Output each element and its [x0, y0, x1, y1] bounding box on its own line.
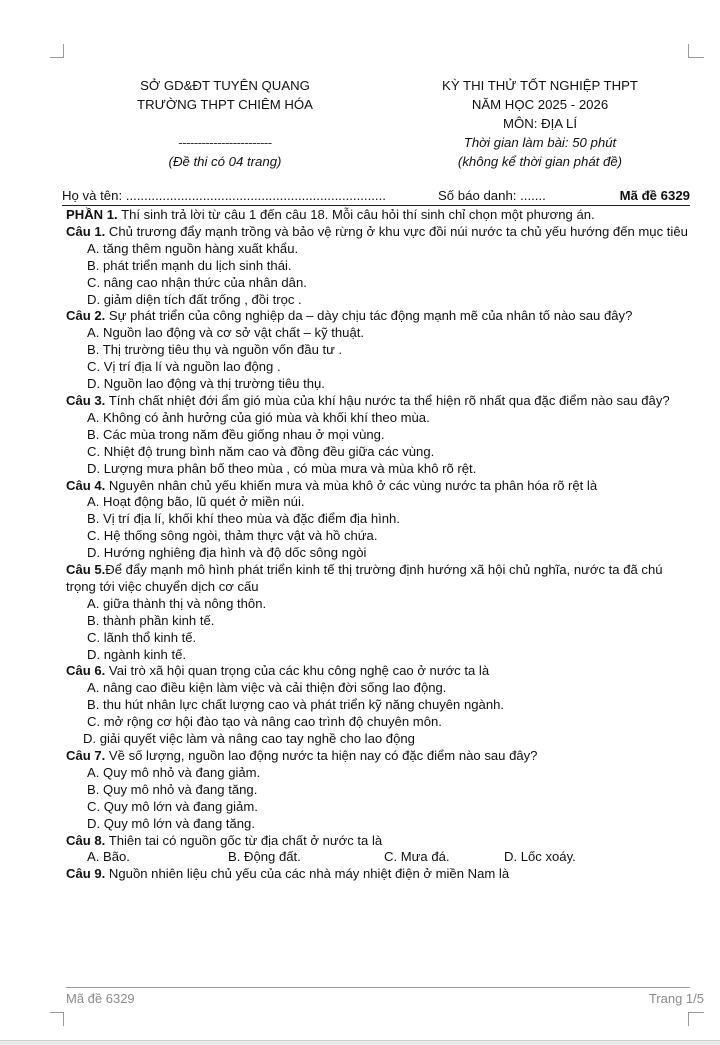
question-7	[66, 748, 690, 833]
header-right	[395, 76, 685, 171]
option-c: C. Hệ thống sông ngòi, thảm thực vật và hồ chứa.	[87, 528, 378, 544]
option-b: B. Thị trường tiêu thụ và nguồn vốn đầu tư .	[87, 342, 343, 358]
question-text: Vai trò xã hội quan trọng của các khu công nghệ cao ở nước ta là	[105, 663, 490, 679]
option-a: A. giữa thành thị và nông thôn.	[87, 595, 267, 611]
question-text: Về số lượng, nguồn lao động nước ta hiện nay có đặc điểm nào sau đây?	[105, 748, 538, 763]
question-9	[66, 866, 690, 883]
question-text: Để đẩy mạnh mô hình phát triển kinh tế thị trường định hướng xã hội chủ nghĩa, nước ta đã chú trọng tới việc chuyển dịch cơ cấu	[66, 562, 663, 594]
option-d: D. giải quyết việc làm và nâng cao tay nghề cho lao động	[83, 731, 415, 747]
option-a: A. Bão.	[87, 849, 130, 865]
question-number: Câu 4.	[66, 477, 106, 493]
question-number: Câu 8.	[66, 832, 106, 848]
option-b: B. phát triển mạnh du lịch sinh thái.	[87, 257, 292, 273]
department-name: SỞ GD&ĐT TUYÊN QUANG	[140, 78, 310, 93]
option-d: D. Quy mô lớn và đang tăng.	[87, 815, 255, 831]
footer-exam-code: Mã đề 6329	[66, 991, 135, 1006]
crop-mark-top-right	[688, 44, 704, 58]
option-b: B. thu hút nhân lực chất lượng cao và phát triển kỹ năng chuyên ngành.	[87, 697, 505, 713]
exam-body	[66, 207, 690, 883]
option-a: A. nâng cao điều kiện làm việc và cải thiện đời sống lao động.	[87, 680, 447, 696]
question-number: Câu 7.	[66, 748, 106, 763]
pages-note: (Đề thi có 04 trang)	[168, 154, 282, 169]
option-a: A. Quy mô nhỏ và đang giảm.	[87, 764, 261, 780]
part-label: PHẦN 1.	[66, 207, 118, 222]
option-a: A. Nguồn lao động và cơ sở vật chất – kỹ thuật.	[87, 325, 365, 341]
question-text: Nguyên nhân chủ yếu khiến mưa và mùa khô ở các vùng nước ta phân hóa rõ rệt là	[105, 477, 598, 493]
option-d: D. Lượng mưa phân bố theo mùa , có mùa mưa và mùa khô rõ rệt.	[87, 460, 477, 476]
question-number: Câu 1.	[66, 223, 106, 239]
option-c: C. Quy mô lớn và đang giảm.	[87, 798, 258, 814]
header-divider: ------------------------	[178, 135, 272, 150]
question-number: Câu 3.	[66, 392, 106, 408]
subject: MÔN: ĐỊA LÍ	[502, 116, 577, 131]
option-c: C. Vị trí địa lí và nguồn lao động .	[87, 359, 281, 375]
crop-mark-bottom-left	[50, 1012, 64, 1026]
school-year: NĂM HỌC 2025 - 2026	[471, 97, 609, 112]
question-6	[66, 663, 690, 748]
part-instruction	[66, 207, 690, 224]
crop-mark-top-left	[50, 44, 64, 58]
student-id-label: Số báo danh: .......	[438, 188, 546, 203]
question-2	[66, 308, 690, 393]
option-b: B. Động đất.	[228, 849, 301, 865]
question-text: Sự phát triển của công nghiệp da – dày chịu tác động mạnh mẽ của nhân tố nào sau đây?	[105, 308, 633, 324]
option-b: B. thành phần kinh tế.	[87, 612, 215, 628]
part-text: Thí sinh trả lời từ câu 1 đến câu 18. Mỗi câu hỏi thí sinh chỉ chọn một phương án.	[117, 207, 595, 222]
question-text: Thiên tai có nguồn gốc từ địa chất ở nước ta là	[105, 832, 383, 848]
options-row	[66, 849, 690, 866]
option-b: B. Vị trí địa lí, khối khí theo mùa và đặc điểm địa hình.	[87, 511, 400, 527]
page-bottom-edge	[0, 1040, 720, 1045]
question-3	[66, 393, 690, 478]
duration: Thời gian làm bài: 50 phút	[463, 135, 617, 150]
question-8	[66, 833, 690, 867]
footer-page-number: Trang 1/5	[648, 991, 704, 1006]
exam-title: KỲ THI THỬ TỐT NGHIỆP THPT	[442, 78, 638, 93]
header-left	[100, 76, 350, 171]
option-d: D. Lốc xoáy.	[504, 849, 576, 865]
crop-mark-bottom-right	[688, 1012, 704, 1026]
question-text: Nguồn nhiên liệu chủ yếu của các nhà máy nhiệt điện ở miền Nam là	[105, 866, 510, 882]
footer-rule	[66, 987, 690, 988]
student-name-label: Họ và tên: .......................................................................	[62, 188, 386, 203]
option-c: C. Nhiệt độ trung bình năm cao và đồng đều giữa các vùng.	[87, 443, 435, 459]
option-c: C. Mưa đá.	[384, 849, 450, 865]
option-d: D. giảm diện tích đất trống , đồi trọc .	[87, 291, 302, 307]
option-c: C. lãnh thổ kinh tế.	[87, 629, 197, 645]
option-c: C. nâng cao nhận thức của nhân dân.	[87, 274, 307, 290]
question-4	[66, 478, 690, 563]
school-name: TRƯỜNG THPT CHIÊM HÓA	[137, 97, 313, 112]
question-number: Câu 2.	[66, 308, 106, 324]
question-number: Câu 9.	[66, 866, 106, 882]
option-d: D. Hướng nghiêng địa hình và độ dốc sông ngòi	[87, 545, 367, 561]
question-text: Chủ trương đẩy mạnh trồng và bảo vệ rừng ở khu vực đồi núi nước ta chủ yếu hướng đến mục tiêu	[105, 223, 688, 239]
option-b: B. Các mùa trong năm đều giống nhau ở mọi vùng.	[87, 426, 385, 442]
header-rule	[62, 205, 690, 206]
option-a: A. Hoạt động bão, lũ quét ở miền núi.	[87, 494, 305, 510]
question-1	[66, 224, 690, 309]
option-a: A. Không có ảnh hưởng của gió mùa và khối khí theo mùa.	[87, 409, 430, 425]
question-text: Tính chất nhiệt đới ẩm gió mùa của khí hậu nước ta thể hiện rõ nhất qua đặc điểm nào sau đây?	[105, 392, 670, 408]
option-d: D. Nguồn lao động và thị trường tiêu thụ.	[87, 376, 325, 392]
option-a: A. tăng thêm nguồn hàng xuất khẩu.	[87, 240, 299, 256]
option-c: C. mở rộng cơ hội đào tạo và nâng cao trình độ chuyên môn.	[87, 714, 442, 730]
question-number: Câu 5.	[66, 562, 106, 578]
question-number: Câu 6.	[66, 663, 106, 679]
question-5	[66, 562, 690, 663]
exam-code: Mã đề 6329	[619, 188, 690, 203]
duration-note: (không kể thời gian phát đề)	[457, 154, 623, 169]
option-b: B. Quy mô nhỏ và đang tăng.	[87, 781, 258, 797]
option-d: D. ngành kinh tế.	[87, 646, 186, 662]
